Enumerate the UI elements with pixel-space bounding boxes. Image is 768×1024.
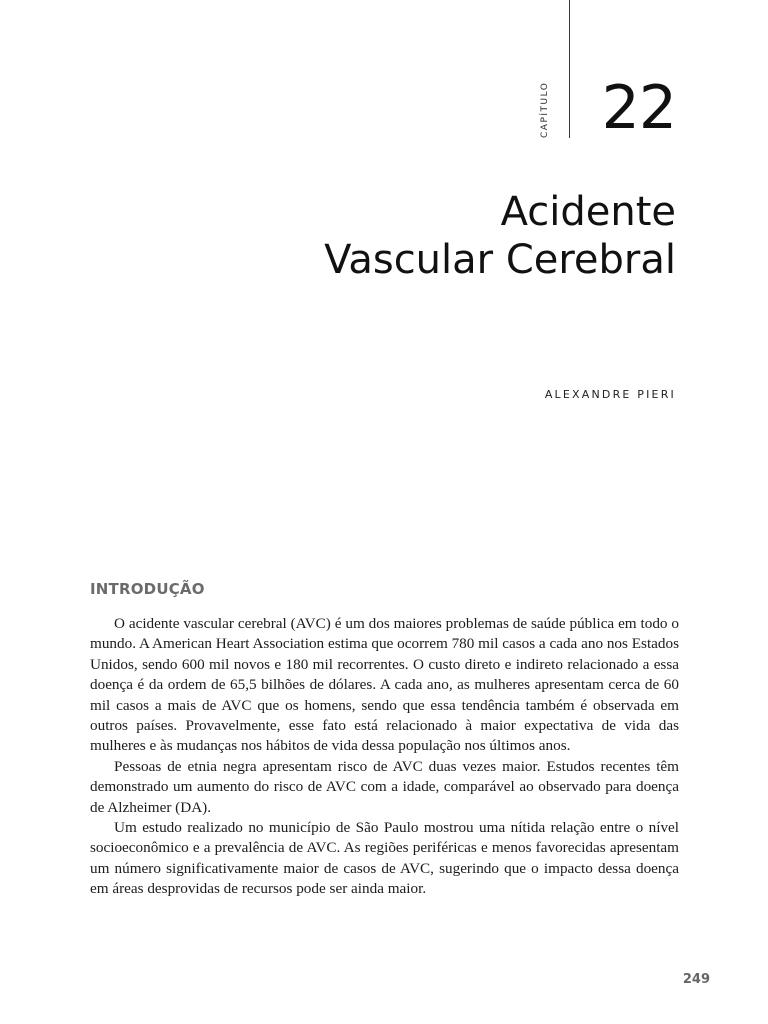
body-paragraph-3: Um estudo realizado no município de São Paulo mostrou uma nítida relação entre o nível socioeconômico e a prevalência de AVC. As regiões periféricas e menos favorecidas apresentam um número significativamente maior de casos de AVC, sugerindo que o impacto dessa doença em áreas desprovidas de recursos pode ser ainda maior. [90, 819, 679, 898]
section-body [90, 614, 679, 900]
body-paragraph-1: O acidente vascular cerebral (AVC) é um dos maiores problemas de saúde pública em todo o mundo. A American Heart Association estima que ocorrem 780 mil casos a cada ano nos Estados Unidos, sendo 600 mil novos e 180 mil recorrentes. O custo direto e indireto relacionado a essa doença é da ordem de 65,5 bilhões de dólares. A cada ano, as mulheres apresentam cerca de 60 mil casos a mais de AVC que os homens, sendo que essa tendência também é observada em outros países. Provavelmente, esse fato está relacionado à maior expectativa de vida das mulheres e às mudanças nos hábitos de vida dessa população nos últimos anos. [90, 615, 679, 755]
section-heading: INTRODUÇÃO [90, 580, 205, 598]
chapter-divider-rule [569, 0, 570, 138]
chapter-title [176, 188, 676, 284]
body-paragraph-2: Pessoas de etnia negra apresentam risco de AVC duas vezes maior. Estudos recentes têm demonstrado um aumento do risco de AVC com a idade, comparável ao observado para doença de Alzheimer (DA). [90, 757, 679, 816]
page-number: 249 [682, 972, 710, 987]
chapter-label: CAPÍTULO [540, 81, 550, 138]
chapter-number: 22 [601, 73, 676, 143]
chapter-title-line-2: Vascular Cerebral [324, 237, 676, 283]
chapter-author: ALEXANDRE PIERI [544, 388, 676, 401]
chapter-title-line-1: Acidente [500, 189, 676, 235]
